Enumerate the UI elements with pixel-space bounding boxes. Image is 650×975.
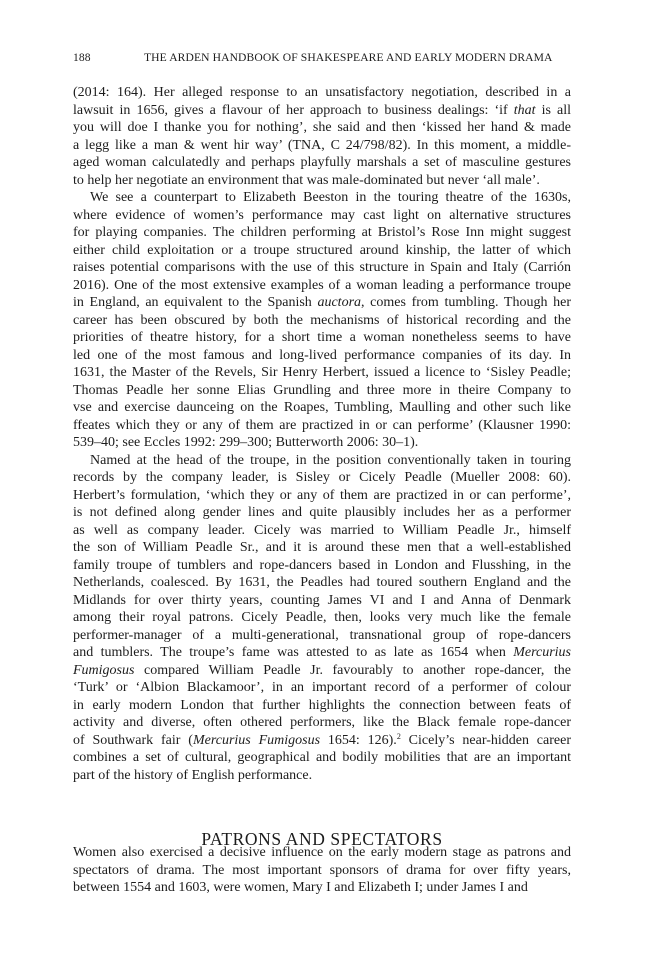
text-line: and tumblers. The troupe’s fame was attested to as late as 1654 when Mercurius	[73, 645, 571, 660]
text-line: the son of William Peadle Sr., and it is around these men that a well-established	[73, 540, 571, 555]
text-line: ffeates which they or any of them are practized in or can performe’ (Klausner 1990:	[73, 417, 571, 433]
text-line: either child exploitation or a troupe structured around kinship, the latter of which	[73, 242, 571, 258]
italic-text: Fumigosus	[73, 662, 135, 678]
footnote-marker[interactable]: 2	[396, 731, 401, 741]
text-line: vse and exercise daunceing on the Roapes, Tumbling, Maulling and other such like	[73, 400, 571, 415]
text-line: raises potential comparisons with the use of this structure in Spain and Italy (Carrión	[73, 260, 571, 275]
paragraph	[73, 84, 571, 189]
text-line: performer-manager of a multi-generational, transnational group of rope-dancers	[73, 627, 571, 643]
paragraph	[73, 189, 571, 452]
section-heading: PATRONS AND SPECTATORS	[201, 828, 443, 849]
text-line: to help her negotiate an environment that was male-dominated but never ‘all male’.	[73, 172, 540, 188]
text-line: in early modern London that further highlights the connection between feats of	[73, 697, 571, 713]
italic-text: auctora	[317, 295, 362, 310]
main-text	[73, 84, 571, 784]
text-line: Thomas Peadle her sonne Elias Grundling and three more in theire Company to	[73, 382, 571, 398]
text-line: is not defined along gender lines and quite plausibly includes her as a performer	[73, 505, 571, 520]
text-line: Netherlands, coalesced. By 1631, the Peadles had toured southern England and the	[73, 575, 571, 590]
text-line: Fumigosus compared William Peadle Jr. favourably to another rope-dancer, the	[73, 662, 571, 678]
text-line: records by the company leader, is Sisley or Cicely Peadle (Mueller 2008: 60).	[73, 470, 571, 485]
italic-text: Mercurius Fumigosus	[192, 732, 321, 748]
text-line: activity and diverse, often othered performers, like the Black female rope-dancer	[73, 715, 571, 730]
text-line: led one of the most famous and long-lived performance companies of its day. In	[73, 347, 571, 363]
running-title: THE ARDEN HANDBOOK OF SHAKESPEARE AND EARLY MODERN DRAMA	[144, 51, 553, 64]
text-line: career has been obscured by both the mechanisms of historical recording and the	[73, 312, 571, 328]
italic-text: that	[513, 102, 536, 118]
text-line: We see a counterpart to Elizabeth Beeston in the touring theatre of the 1630s,	[90, 190, 571, 205]
paragraph	[73, 844, 571, 897]
text-line: a legg like a man & went hir way’ (TNA, C 24/798/82). In this moment, a middle-	[73, 137, 571, 153]
text-line: lawsuit in 1656, gives a flavour of her approach to business dealings: ‘if that is all	[73, 102, 571, 118]
paragraph	[73, 452, 571, 785]
text-line: between 1554 and 1603, were women, Mary I and Elizabeth I; under James I and	[73, 880, 528, 895]
text-line: combines a set of cultural, geographical and bodily mobilities that are an important	[73, 750, 571, 765]
text-line: spectators of drama. The most important sponsors of drama for over fifty years,	[73, 862, 571, 878]
text-line: ‘Turk’ or ‘Albion Blackamoor’, in an important record of a performer of colour	[73, 680, 571, 695]
text-line: (2014: 164). Her alleged response to an unsatisfactory negotiation, described in a	[73, 85, 571, 100]
text-line: Named at the head of the troupe, in the position conventionally taken in touring	[90, 452, 571, 468]
text-line: you will doe I thanke you for nothing’, she said and then ‘kissed her hand & made	[73, 120, 571, 135]
text-line: 1631, the Master of the Revels, Sir Henry Herbert, issued a licence to ‘Sisley Peadle;	[73, 365, 571, 380]
text-line: of Southwark fair (Mercurius Fumigosus 1654: 126).$^2$ Cicely’s near-hidden career	[73, 731, 571, 748]
text-line: 2016). One of the most extensive examples of a woman leading a performance troupe	[73, 277, 571, 293]
text-line: in England, an equivalent to the Spanish auctora, comes from tumbling. Though her	[73, 295, 571, 310]
text-line: Women also exercised a decisive influence on the early modern stage as patrons and	[73, 845, 571, 860]
page-number: 188	[73, 51, 91, 64]
italic-text: Mercurius	[513, 645, 571, 660]
text-line: aged woman calculatedly and perhaps playfully marshals a set of masculine gestures	[73, 155, 571, 170]
text-line: among their royal patrons. Cicely Peadle, then, looks very much like the female	[73, 610, 571, 625]
text-line: Herbert’s formulation, ‘which they or any of them are practized in or can performe’,	[73, 487, 571, 503]
text-line: part of the history of English performance.	[73, 767, 313, 783]
text-line: 539–40; see Eccles 1992: 299–300; Butterworth 2006: 30–1).	[73, 435, 419, 450]
text-line: priorities of theatre history, for a short time a woman nonetheless seems to have	[73, 330, 571, 345]
text-line: where evidence of women’s performance may cast light on alternative structures	[73, 207, 571, 223]
text-line: as well as company leader. Cicely was married to William Peadle Jr., himself	[73, 522, 571, 538]
text-line: for playing companies. The children performing at Bristol’s Rose Inn might suggest	[73, 225, 571, 240]
text-line: family troupe of tumblers and rope-dancers based in London and Flusshing, in the	[73, 557, 571, 573]
section-text	[73, 844, 571, 897]
text-line: Midlands for over thirty years, counting James VI and I and Anna of Denmark	[73, 592, 571, 608]
